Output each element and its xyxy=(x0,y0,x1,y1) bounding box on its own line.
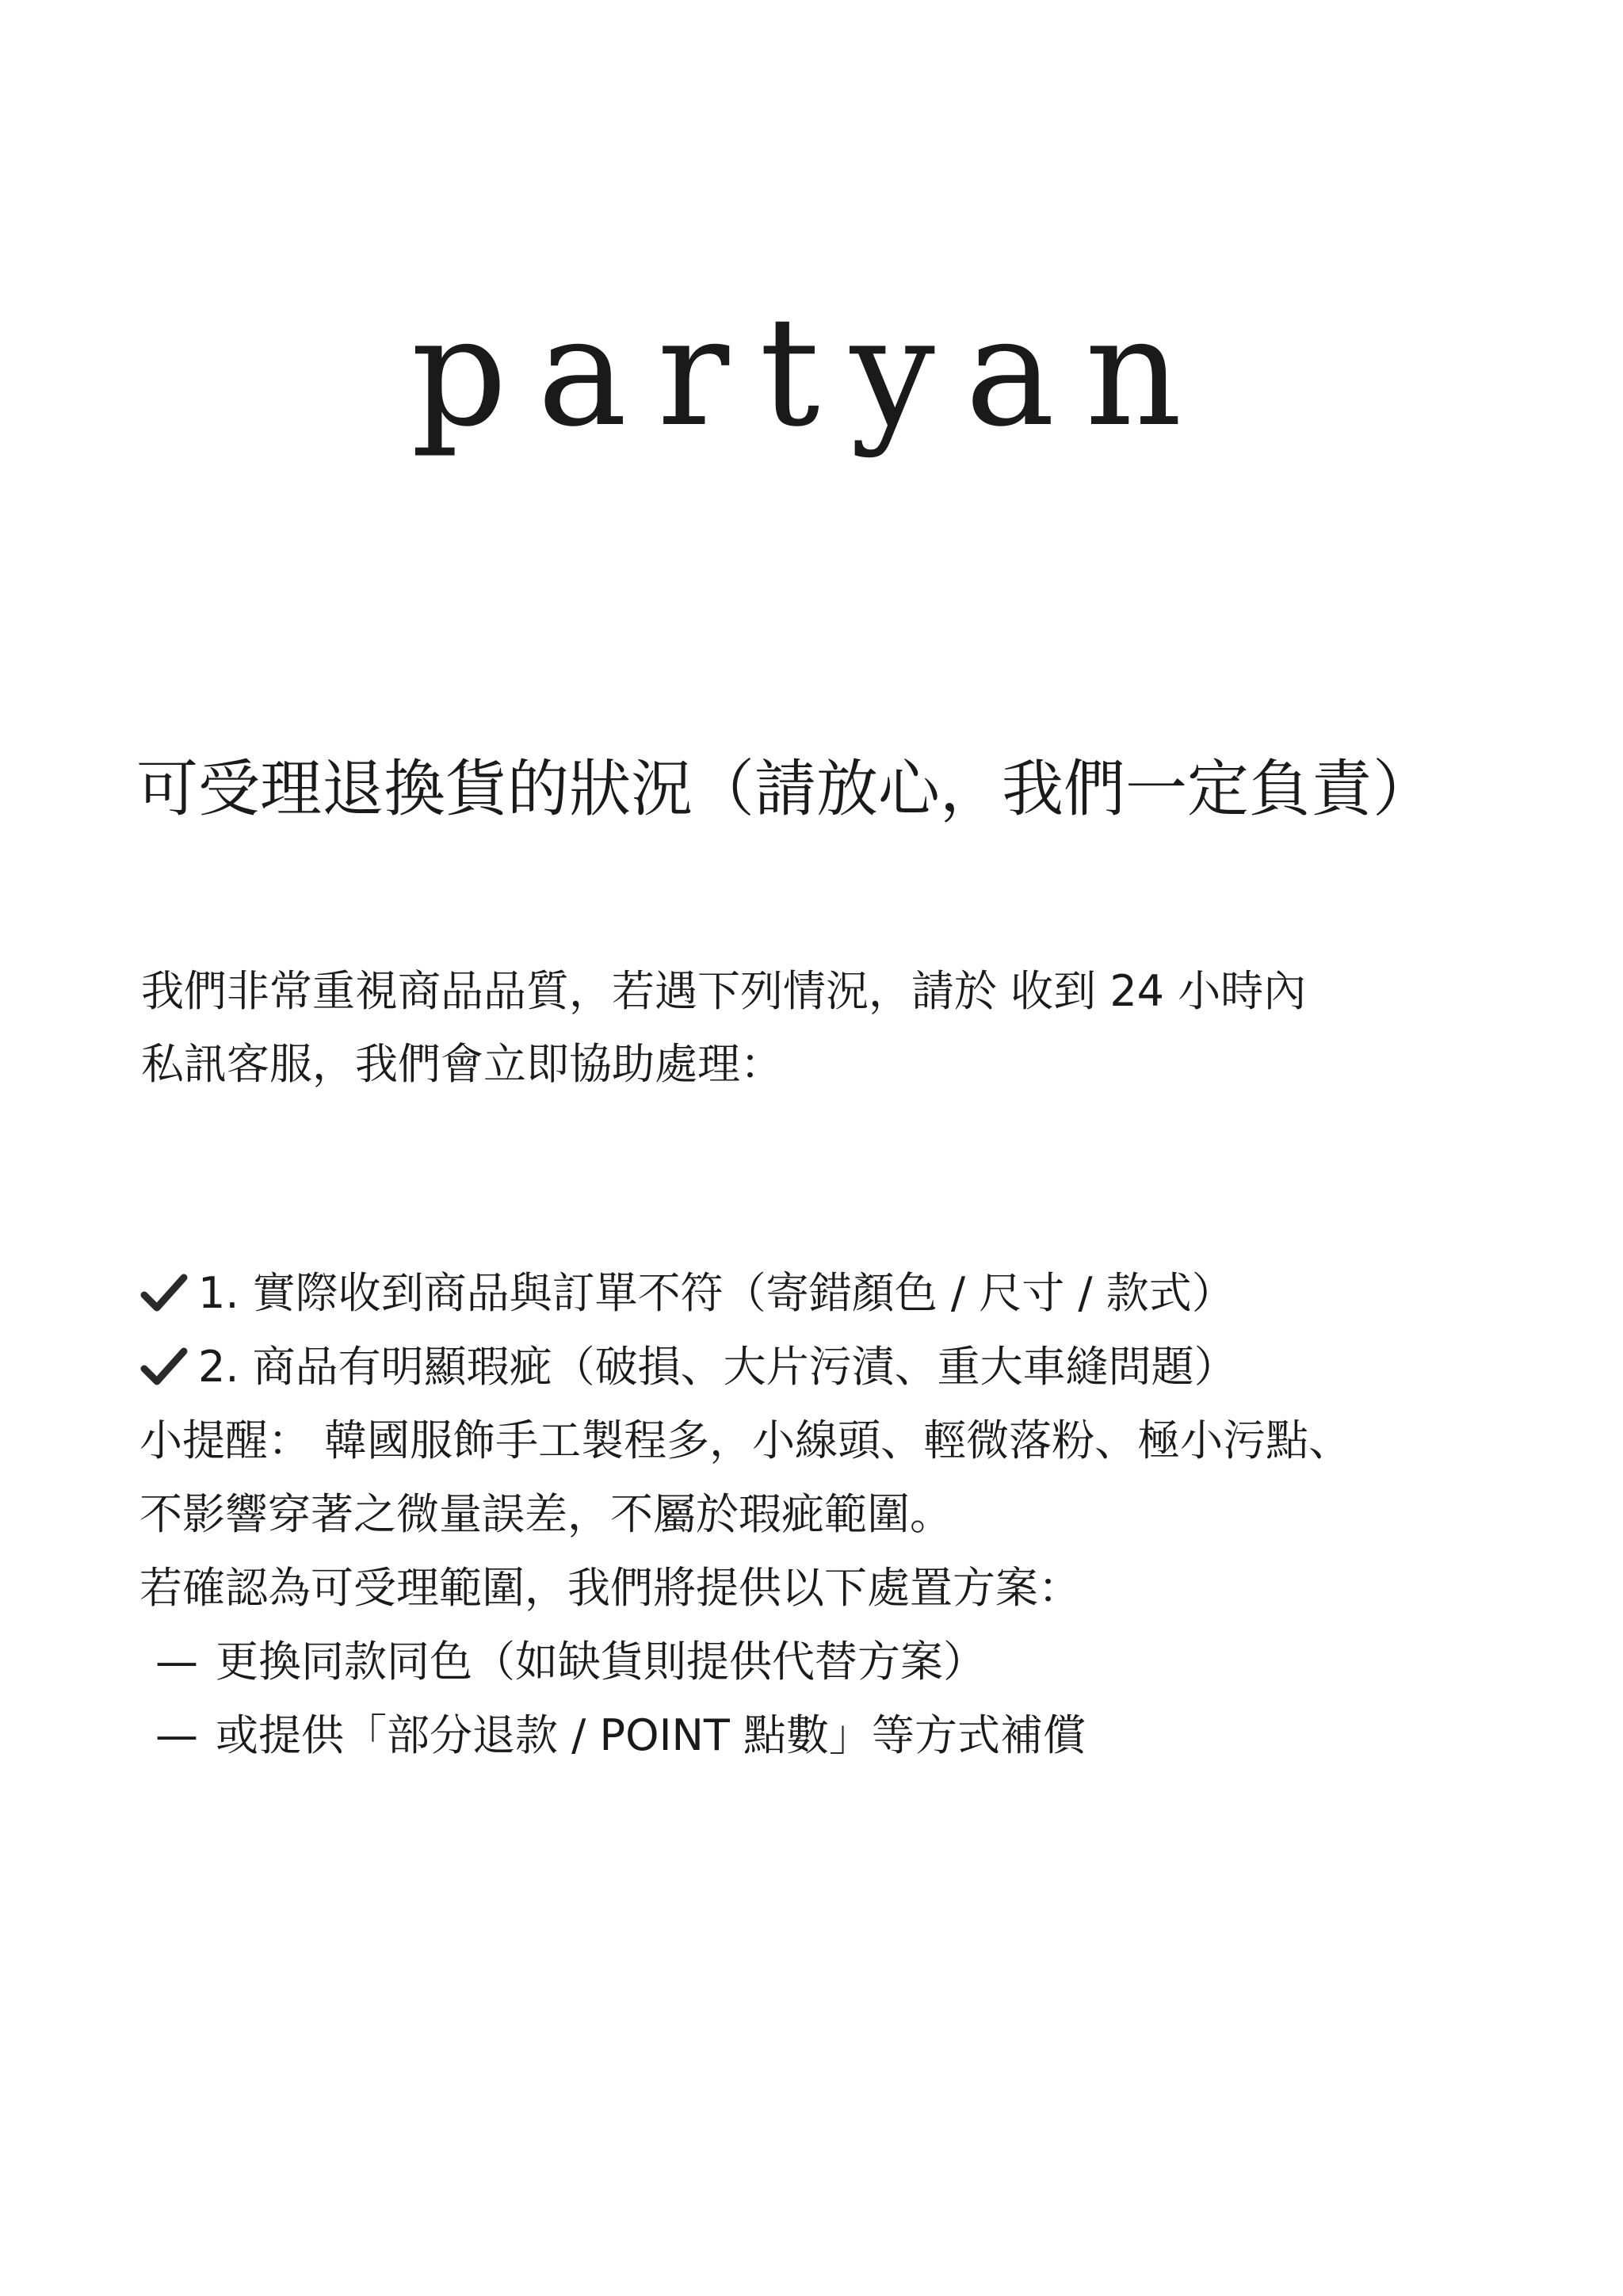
intro-line: 我們非常重視商品品質，若遇下列情況，請於 收到 24 小時內 xyxy=(141,966,1307,1016)
brand-logo: partyan xyxy=(411,285,1212,460)
solution-item xyxy=(139,1698,1606,1772)
solution-item xyxy=(139,1625,1606,1698)
page-title: 可受理退換貨的狀況（請放心，我們一定負責） xyxy=(136,754,1435,825)
check-icon xyxy=(139,1271,189,1316)
condition-item xyxy=(139,1330,1606,1404)
dash-bullet: — xyxy=(155,1637,198,1687)
conditions-section xyxy=(139,1256,1606,1772)
solution-text: 或提供「部分退款 / POINT 點數」等方式補償 xyxy=(216,1710,1086,1760)
reminder-line: 小提醒： 韓國服飾手工製程多，小線頭、輕微落粉、極小污點、 xyxy=(139,1415,1352,1465)
reminder-line: 不影響穿著之微量誤差，不屬於瑕疵範圍。 xyxy=(139,1489,953,1539)
condition-text: 1. 實際收到商品與訂單不符（寄錯顏色 / 尺寸 / 款式） xyxy=(198,1268,1235,1318)
intro-paragraph xyxy=(141,955,1568,1101)
intro-line: 私訊客服，我們會立即協助處理： xyxy=(141,1039,783,1089)
dash-bullet: — xyxy=(155,1710,198,1760)
condition-text: 2. 商品有明顯瑕疵（破損、大片污漬、重大車縫問題） xyxy=(198,1342,1237,1392)
check-icon xyxy=(139,1345,189,1389)
condition-item xyxy=(139,1256,1606,1330)
solution-text: 更換同款同色（如缺貨則提供代替方案） xyxy=(216,1637,986,1687)
solution-intro: 若確認為可受理範圍，我們將提供以下處置方案： xyxy=(139,1563,1081,1613)
